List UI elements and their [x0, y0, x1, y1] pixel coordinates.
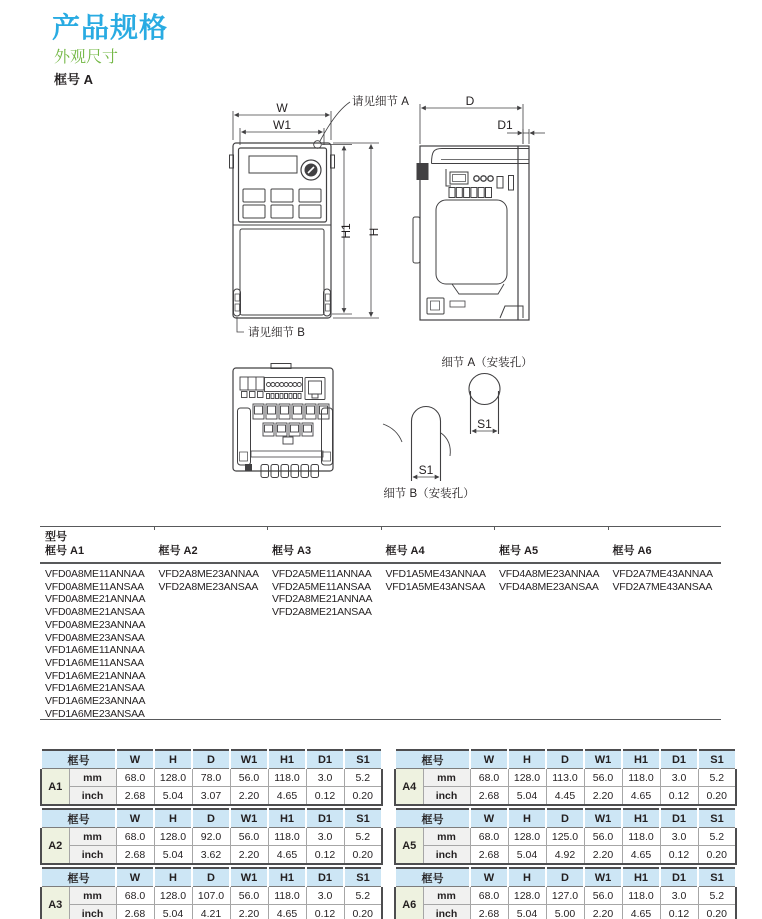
dim-header-H1: H1: [268, 868, 306, 887]
dim-header-W1: W1: [230, 868, 268, 887]
side-view-drawing: [413, 94, 545, 320]
dim-value-inch: 2.20: [230, 846, 268, 865]
see-detail-a-label: 请见细节 A: [352, 96, 409, 108]
dimension-table-A1: [40, 749, 383, 806]
dim-value-inch: 5.04: [508, 846, 546, 865]
model-column-3: [267, 568, 381, 720]
dim-header-frame: 框号: [41, 809, 116, 828]
bottom-view-drawing: [233, 364, 333, 478]
dim-header-W: W: [470, 868, 508, 887]
model-column-header-5: 框号 A5: [499, 545, 539, 557]
model-number: VFD1A6ME21ANSAA: [45, 682, 145, 695]
dim-header-D: D: [192, 868, 230, 887]
dim-header-W1: W1: [584, 868, 622, 887]
dim-mm-row: [395, 887, 736, 905]
dim-mm-row: [41, 769, 382, 787]
model-number: VFD1A6ME11ANSAA: [45, 656, 144, 669]
dim-value-mm: 56.0: [584, 769, 622, 787]
unit-inch-cell: inch: [423, 905, 470, 919]
detail-a-s1-label: S1: [477, 417, 492, 431]
column-tick: [267, 526, 268, 530]
model-number: VFD1A5ME43ANNAA: [385, 568, 486, 580]
frame-label-cell: A2: [41, 828, 69, 865]
model-number: VFD2A7ME43ANSAA: [612, 580, 713, 593]
dim-value-inch: 5.04: [154, 846, 192, 865]
dim-header-S1: S1: [344, 809, 382, 828]
model-table-columns: [40, 564, 721, 720]
dim-header-H1: H1: [268, 750, 306, 769]
dim-header-row: [41, 750, 382, 769]
dim-value-inch: 2.20: [230, 787, 268, 806]
dim-value-inch: 5.04: [508, 787, 546, 806]
dim-value-mm: 128.0: [154, 887, 192, 905]
unit-inch-cell: inch: [423, 787, 470, 806]
dim-value-inch: 2.68: [116, 787, 154, 806]
dim-value-mm: 56.0: [230, 887, 268, 905]
unit-mm-cell: mm: [423, 828, 470, 846]
dim-value-mm: 3.0: [660, 828, 698, 846]
detail-b-s1-label: S1: [418, 463, 434, 477]
dim-header-W1: W1: [584, 809, 622, 828]
unit-inch-cell: inch: [423, 846, 470, 865]
dim-value-inch: 2.20: [584, 905, 622, 919]
model-column-4: [381, 568, 495, 720]
dim-value-inch: 0.12: [306, 905, 344, 919]
dim-value-mm: 68.0: [470, 769, 508, 787]
dim-header-W1: W1: [230, 809, 268, 828]
dim-header-H: H: [508, 868, 546, 887]
model-number: VFD0A8ME21ANNAA: [45, 593, 146, 606]
dim-value-mm: 128.0: [154, 828, 192, 846]
frame-label-cell: A4: [395, 769, 423, 806]
dim-mm-row: [41, 828, 382, 846]
terminal-screws-row1: [253, 404, 329, 419]
dim-mm-row: [395, 769, 736, 787]
dimension-table-A6: [394, 867, 737, 919]
dim-value-inch: 2.68: [470, 846, 508, 865]
dim-header-H1: H1: [622, 809, 660, 828]
model-number: VFD4A8ME23ANNAA: [499, 568, 600, 580]
model-number: VFD2A5ME11ANNAA: [272, 568, 372, 580]
dim-value-inch: 0.20: [344, 787, 382, 806]
dim-header-D1: D1: [306, 750, 344, 769]
dim-value-mm: 5.2: [344, 887, 382, 905]
model-number: VFD1A5ME43ANSAA: [385, 580, 486, 593]
dim-value-mm: 125.0: [546, 828, 584, 846]
model-column-6: [608, 568, 722, 720]
model-column-2: [154, 568, 268, 720]
dim-label-d1: D1: [497, 118, 513, 132]
dim-header-S1: S1: [344, 750, 382, 769]
dim-value-mm: 56.0: [230, 769, 268, 787]
model-number: VFD1A6ME11ANNAA: [45, 644, 145, 657]
dim-value-inch: 4.65: [622, 787, 660, 806]
model-number: VFD1A6ME23ANSAA: [45, 707, 145, 720]
dim-value-mm: 3.0: [660, 887, 698, 905]
dim-inch-row: [395, 905, 736, 919]
dim-header-H: H: [508, 809, 546, 828]
dim-header-H: H: [508, 750, 546, 769]
dim-value-mm: 56.0: [230, 828, 268, 846]
unit-inch-cell: inch: [69, 787, 116, 806]
model-number: VFD2A8ME23ANNAA: [158, 568, 259, 580]
dim-value-mm: 78.0: [192, 769, 230, 787]
dimension-drawings: [0, 85, 762, 515]
dim-inch-row: [41, 846, 382, 865]
section-subtitle: 外观尺寸: [54, 49, 119, 66]
unit-inch-cell: inch: [69, 846, 116, 865]
model-number: VFD0A8ME23ANSAA: [45, 631, 145, 644]
dim-header-D: D: [546, 750, 584, 769]
dim-header-W: W: [116, 809, 154, 828]
dim-header-H1: H1: [268, 809, 306, 828]
dim-value-mm: 128.0: [508, 828, 546, 846]
dim-header-S1: S1: [344, 868, 382, 887]
dim-value-inch: 4.45: [546, 787, 584, 806]
dim-value-inch: 5.04: [508, 905, 546, 919]
detail-a-drawing: [441, 355, 532, 434]
model-number: VFD0A8ME11ANSAA: [45, 580, 144, 593]
dim-mm-row: [395, 828, 736, 846]
dim-value-inch: 2.68: [116, 905, 154, 919]
mounting-hole-top: [314, 141, 322, 149]
dim-value-mm: 5.2: [344, 828, 382, 846]
bottom-dark-square: [245, 464, 252, 471]
model-number: VFD2A8ME21ANNAA: [272, 593, 373, 606]
dim-label-h: H: [367, 227, 381, 237]
dim-value-inch: 0.20: [698, 846, 736, 865]
dim-value-inch: 2.20: [230, 905, 268, 919]
dim-header-H1: H1: [622, 750, 660, 769]
model-number: VFD2A8ME23ANSAA: [158, 580, 259, 593]
model-column-header-4: 框号 A4: [385, 545, 425, 557]
model-number-table: [40, 526, 721, 720]
dim-header-row: [395, 750, 736, 769]
dim-value-inch: 5.04: [154, 787, 192, 806]
dimension-table-A4: [394, 749, 737, 806]
dim-value-mm: 3.0: [306, 828, 344, 846]
see-detail-b-label: 请见细节 B: [248, 327, 305, 339]
model-number: VFD1A6ME23ANNAA: [45, 695, 146, 708]
dim-value-mm: 68.0: [470, 887, 508, 905]
dim-header-W: W: [470, 750, 508, 769]
dim-header-H: H: [154, 750, 192, 769]
unit-mm-cell: mm: [423, 887, 470, 905]
dim-value-inch: 2.68: [470, 905, 508, 919]
dim-label-d: D: [465, 94, 475, 108]
dim-value-mm: 118.0: [268, 887, 306, 905]
dim-value-inch: 4.92: [546, 846, 584, 865]
column-tick: [608, 526, 609, 530]
dim-header-row: [41, 868, 382, 887]
unit-mm-cell: mm: [69, 769, 116, 787]
unit-inch-cell: inch: [69, 905, 116, 919]
side-latch-dark: [417, 163, 429, 180]
dim-header-D1: D1: [660, 868, 698, 887]
dim-inch-row: [395, 787, 736, 806]
model-column-header-6: 框号 A6: [612, 545, 652, 557]
unit-mm-cell: mm: [423, 769, 470, 787]
frame-label-cell: A1: [41, 769, 69, 806]
dim-value-mm: 5.2: [698, 769, 736, 787]
dim-value-mm: 5.2: [698, 887, 736, 905]
dim-value-mm: 107.0: [192, 887, 230, 905]
column-tick: [494, 526, 495, 530]
dim-value-inch: 3.62: [192, 846, 230, 865]
dim-value-mm: 3.0: [660, 769, 698, 787]
model-number: VFD0A8ME11ANNAA: [45, 568, 145, 580]
model-table-title: 型号: [45, 531, 67, 543]
model-column-header-1: 框号 A1: [45, 545, 85, 557]
dim-header-row: [395, 868, 736, 887]
dim-value-mm: 113.0: [546, 769, 584, 787]
dim-label-w: W: [276, 101, 288, 115]
dim-header-H: H: [154, 809, 192, 828]
dim-header-S1: S1: [698, 809, 736, 828]
dim-value-inch: 4.65: [268, 787, 306, 806]
dim-inch-row: [395, 846, 736, 865]
dim-value-inch: 2.68: [116, 846, 154, 865]
dim-value-mm: 3.0: [306, 769, 344, 787]
model-number: VFD2A5ME11ANSAA: [272, 580, 371, 593]
detail-a-title: 细节 A（安装孔）: [441, 357, 533, 369]
dim-label-w1: W1: [273, 118, 291, 132]
dim-header-S1: S1: [698, 868, 736, 887]
dim-header-S1: S1: [698, 750, 736, 769]
dimension-table-A2: [40, 808, 383, 865]
dim-header-W: W: [470, 809, 508, 828]
dim-value-inch: 0.20: [344, 846, 382, 865]
dim-value-inch: 0.20: [698, 905, 736, 919]
dim-value-mm: 68.0: [470, 828, 508, 846]
dimension-table-A5: [394, 808, 737, 865]
dim-value-inch: 4.65: [622, 905, 660, 919]
dim-value-mm: 68.0: [116, 769, 154, 787]
model-table-headers: [40, 544, 721, 560]
model-column-header-2: 框号 A2: [158, 545, 198, 557]
frame-heading: 框号 A: [54, 72, 94, 87]
dim-header-D: D: [192, 750, 230, 769]
column-tick: [381, 526, 382, 530]
unit-mm-cell: mm: [69, 828, 116, 846]
dim-value-inch: 2.68: [470, 787, 508, 806]
dim-value-inch: 0.12: [306, 787, 344, 806]
dim-value-mm: 68.0: [116, 828, 154, 846]
dim-header-frame: 框号: [41, 868, 116, 887]
dim-value-mm: 5.2: [698, 828, 736, 846]
dim-value-inch: 3.07: [192, 787, 230, 806]
model-column-5: [494, 568, 608, 720]
dim-value-inch: 2.20: [584, 787, 622, 806]
dim-value-inch: 5.04: [154, 905, 192, 919]
dim-value-inch: 0.12: [660, 846, 698, 865]
dim-header-frame: 框号: [395, 809, 470, 828]
dim-value-inch: 4.65: [622, 846, 660, 865]
keypad-buttons: [243, 189, 321, 218]
dim-header-D: D: [192, 809, 230, 828]
column-tick: [154, 526, 155, 530]
dim-value-mm: 92.0: [192, 828, 230, 846]
terminal-screws-row2: [263, 423, 313, 444]
dim-value-mm: 68.0: [116, 887, 154, 905]
dim-header-D1: D1: [306, 809, 344, 828]
model-number: VFD2A8ME21ANSAA: [272, 606, 372, 619]
dim-mm-row: [41, 887, 382, 905]
dim-header-D1: D1: [660, 750, 698, 769]
model-number: VFD1A6ME21ANNAA: [45, 669, 146, 682]
dim-header-H: H: [154, 868, 192, 887]
dim-value-mm: 128.0: [154, 769, 192, 787]
frame-label-cell: A3: [41, 887, 69, 919]
dim-value-mm: 128.0: [508, 887, 546, 905]
dim-value-inch: 4.65: [268, 905, 306, 919]
dim-value-inch: 0.20: [344, 905, 382, 919]
dim-label-h1: H1: [339, 223, 353, 239]
dim-value-mm: 5.2: [344, 769, 382, 787]
dimension-table-A3: [40, 867, 383, 919]
dim-value-mm: 127.0: [546, 887, 584, 905]
page-title: 产品规格: [52, 12, 169, 43]
dim-header-D: D: [546, 868, 584, 887]
dim-value-inch: 0.20: [698, 787, 736, 806]
dim-value-mm: 3.0: [306, 887, 344, 905]
dim-header-row: [41, 809, 382, 828]
detail-b-drawing: [383, 407, 475, 501]
dim-value-inch: 4.21: [192, 905, 230, 919]
dim-value-mm: 118.0: [268, 769, 306, 787]
frame-label-cell: A5: [395, 828, 423, 865]
dim-header-H1: H1: [622, 868, 660, 887]
dim-value-mm: 56.0: [584, 828, 622, 846]
dim-value-inch: 4.65: [268, 846, 306, 865]
model-number: VFD0A8ME23ANNAA: [45, 618, 146, 631]
dim-header-frame: 框号: [395, 750, 470, 769]
dim-header-W: W: [116, 750, 154, 769]
dim-header-W1: W1: [584, 750, 622, 769]
model-column-header-3: 框号 A3: [272, 545, 312, 557]
dim-value-inch: 0.12: [660, 905, 698, 919]
dim-value-inch: 5.00: [546, 905, 584, 919]
unit-mm-cell: mm: [69, 887, 116, 905]
dim-value-mm: 118.0: [622, 769, 660, 787]
model-number: VFD0A8ME21ANSAA: [45, 606, 145, 619]
model-column-1: [40, 568, 154, 720]
dim-header-frame: 框号: [41, 750, 116, 769]
dim-value-mm: 118.0: [622, 828, 660, 846]
dim-header-D1: D1: [660, 809, 698, 828]
dim-value-mm: 56.0: [584, 887, 622, 905]
dim-header-frame: 框号: [395, 868, 470, 887]
dim-header-D1: D1: [306, 868, 344, 887]
dim-inch-row: [41, 787, 382, 806]
dim-value-mm: 118.0: [622, 887, 660, 905]
front-view-drawing: [230, 94, 410, 339]
dim-value-inch: 0.12: [660, 787, 698, 806]
dim-value-inch: 2.20: [584, 846, 622, 865]
dim-value-mm: 128.0: [508, 769, 546, 787]
dimension-tables-left: [40, 749, 383, 919]
dim-header-W1: W1: [230, 750, 268, 769]
model-number: VFD2A7ME43ANNAA: [612, 568, 713, 580]
frame-label-cell: A6: [395, 887, 423, 919]
dim-value-inch: 0.12: [306, 846, 344, 865]
dim-header-W: W: [116, 868, 154, 887]
model-number: VFD4A8ME23ANSAA: [499, 580, 599, 593]
dim-header-D: D: [546, 809, 584, 828]
dim-header-row: [395, 809, 736, 828]
dim-value-mm: 118.0: [268, 828, 306, 846]
dimension-tables-right: [394, 749, 737, 919]
dim-inch-row: [41, 905, 382, 919]
detail-b-title: 细节 B（安装孔）: [383, 488, 475, 500]
